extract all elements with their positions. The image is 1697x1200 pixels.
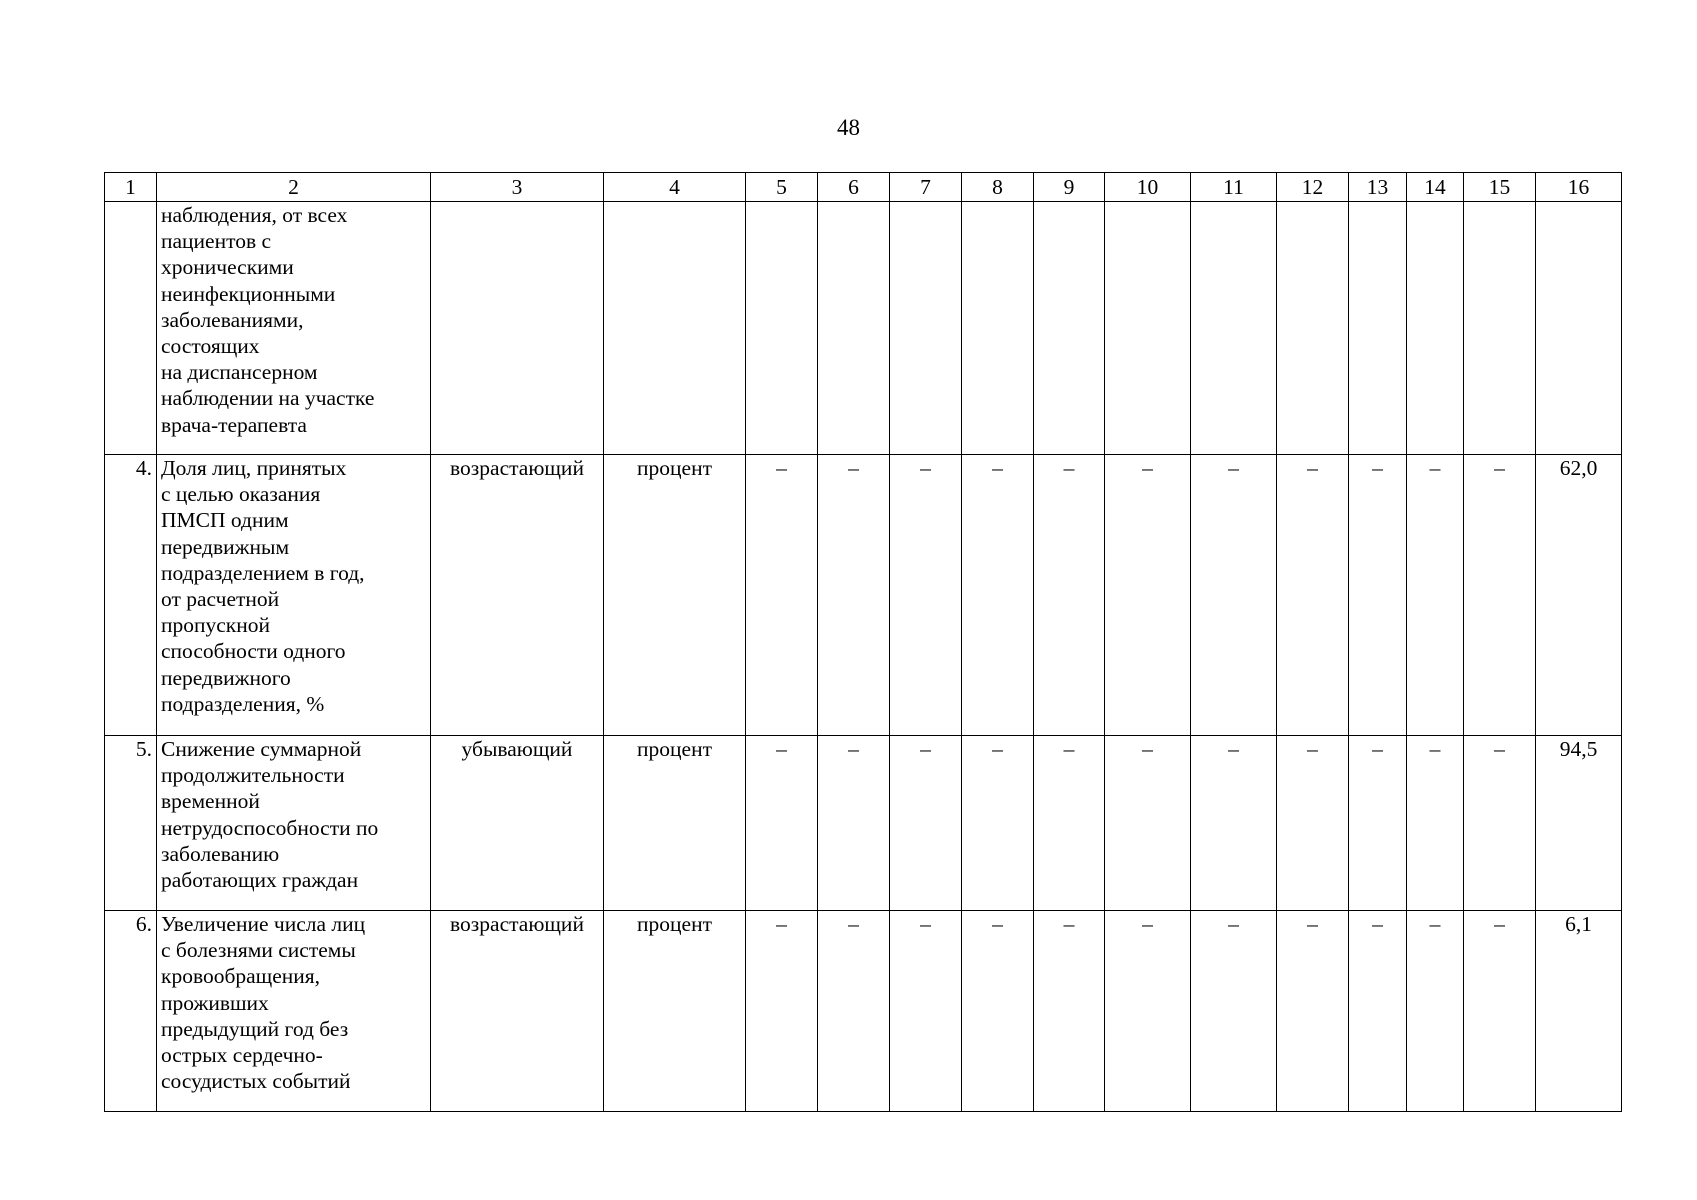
value-cell: – (1349, 736, 1407, 911)
header-cell: 7 (890, 173, 962, 202)
indicator-name-line: от расчетной (161, 587, 280, 612)
value-cell: – (1407, 736, 1464, 911)
value-cell: – (1407, 455, 1464, 736)
value-cell: – (818, 736, 890, 911)
row-number-cell: 4. (105, 455, 157, 736)
indicator-name-line: подразделением в год, (161, 560, 365, 585)
indicator-name-line: подразделения, % (161, 691, 325, 716)
unit-cell: процент (604, 911, 746, 1112)
value-cell (746, 202, 818, 455)
value-cell: – (1407, 911, 1464, 1112)
indicator-name-cell (157, 911, 431, 1112)
indicator-name-line: временной (161, 789, 260, 814)
unit-cell: процент (604, 455, 746, 736)
direction-cell: возрастающий (431, 911, 604, 1112)
indicator-name-line: хроническими (161, 255, 294, 280)
header-row (105, 173, 1622, 202)
direction-cell: возрастающий (431, 455, 604, 736)
value-cell: – (746, 736, 818, 911)
indicator-name-line: с целью оказания (161, 482, 321, 507)
indicator-name-line: нетрудоспособности по (161, 815, 379, 840)
indicator-name-line: врача-терапевта (161, 412, 307, 437)
value-cell (1536, 202, 1622, 455)
indicator-name-line: заболеванию (161, 841, 280, 866)
indicator-name-line: острых сердечно- (161, 1043, 323, 1068)
value-cell: 94,5 (1536, 736, 1622, 911)
value-cell: – (818, 911, 890, 1112)
indicator-name-line: Доля лиц, принятых (161, 456, 347, 480)
direction-cell: убывающий (431, 736, 604, 911)
table-row (105, 455, 1622, 736)
row-number-cell: 5. (105, 736, 157, 911)
table-row (105, 911, 1622, 1112)
value-cell: – (962, 911, 1034, 1112)
indicator-name-line: с болезнями системы (161, 938, 356, 963)
value-cell: – (1277, 911, 1349, 1112)
value-cell: – (746, 455, 818, 736)
value-cell (1349, 202, 1407, 455)
value-cell: – (1191, 911, 1277, 1112)
header-cell: 13 (1349, 173, 1407, 202)
indicator-name-line: передвижным (161, 534, 290, 559)
header-cell: 16 (1536, 173, 1622, 202)
indicator-name-line: Снижение суммарной (161, 737, 362, 761)
indicator-name-cell (157, 736, 431, 911)
row-number-cell (105, 202, 157, 455)
value-cell: – (1105, 911, 1191, 1112)
indicator-name-line: ПМСП одним (161, 508, 289, 533)
header-cell: 5 (746, 173, 818, 202)
indicator-name-line: наблюдении на участке (161, 386, 375, 411)
value-cell (1105, 202, 1191, 455)
unit-cell (604, 202, 746, 455)
header-cell: 2 (157, 173, 431, 202)
value-cell (1034, 202, 1105, 455)
value-cell: – (1105, 736, 1191, 911)
header-cell: 1 (105, 173, 157, 202)
row-number-cell: 6. (105, 911, 157, 1112)
indicator-name-line: работающих граждан (161, 868, 359, 893)
indicator-name-line: передвижного (161, 665, 291, 690)
indicators-table (104, 172, 1622, 1112)
indicator-name-line: пропускной (161, 613, 271, 638)
indicator-name-line: проживших (161, 990, 269, 1015)
value-cell (818, 202, 890, 455)
indicator-name-line: продолжительности (161, 763, 345, 788)
value-cell: – (1034, 736, 1105, 911)
header-cell: 11 (1191, 173, 1277, 202)
value-cell: 6,1 (1536, 911, 1622, 1112)
indicator-name-line: заболеваниями, (161, 307, 304, 332)
value-cell: – (890, 736, 962, 911)
header-cell: 4 (604, 173, 746, 202)
header-cell: 10 (1105, 173, 1191, 202)
value-cell: – (1034, 455, 1105, 736)
value-cell: – (1191, 736, 1277, 911)
indicator-name-line: состоящих (161, 334, 260, 359)
value-cell (1191, 202, 1277, 455)
value-cell (890, 202, 962, 455)
value-cell: – (1349, 911, 1407, 1112)
value-cell: – (1277, 736, 1349, 911)
header-cell: 3 (431, 173, 604, 202)
value-cell: – (890, 911, 962, 1112)
indicator-name-line: наблюдения, от всех (161, 203, 348, 227)
value-cell: – (1277, 455, 1349, 736)
indicator-name-line: предыдущий год без (161, 1016, 349, 1041)
value-cell: – (1349, 455, 1407, 736)
page-number: 48 (837, 115, 860, 140)
header-cell: 15 (1464, 173, 1536, 202)
value-cell: – (890, 455, 962, 736)
direction-cell (431, 202, 604, 455)
value-cell: – (1105, 455, 1191, 736)
value-cell: – (746, 911, 818, 1112)
indicator-name-line: сосудистых событий (161, 1069, 351, 1094)
unit-cell: процент (604, 736, 746, 911)
value-cell: – (962, 455, 1034, 736)
header-cell: 8 (962, 173, 1034, 202)
indicator-name-line: способности одного (161, 639, 346, 664)
indicator-name-line: Увеличение числа лиц (161, 912, 366, 936)
header-cell: 12 (1277, 173, 1349, 202)
indicator-name-cell (157, 455, 431, 736)
header-cell: 6 (818, 173, 890, 202)
value-cell: – (1464, 736, 1536, 911)
value-cell: – (1034, 911, 1105, 1112)
value-cell (1407, 202, 1464, 455)
value-cell: 62,0 (1536, 455, 1622, 736)
indicator-name-cell (157, 202, 431, 455)
value-cell: – (1464, 911, 1536, 1112)
indicator-name-line: на диспансерном (161, 360, 318, 385)
value-cell (1277, 202, 1349, 455)
value-cell: – (1191, 455, 1277, 736)
value-cell: – (962, 736, 1034, 911)
indicator-name-line: кровообращения, (161, 964, 321, 989)
value-cell: – (1464, 455, 1536, 736)
indicator-name-line: пациентов с (161, 229, 272, 254)
indicator-name-line: неинфекционными (161, 281, 336, 306)
value-cell (962, 202, 1034, 455)
table-row (105, 736, 1622, 911)
header-cell: 14 (1407, 173, 1464, 202)
value-cell: – (818, 455, 890, 736)
value-cell (1464, 202, 1536, 455)
table-row-continuation (105, 202, 1622, 455)
header-cell: 9 (1034, 173, 1105, 202)
